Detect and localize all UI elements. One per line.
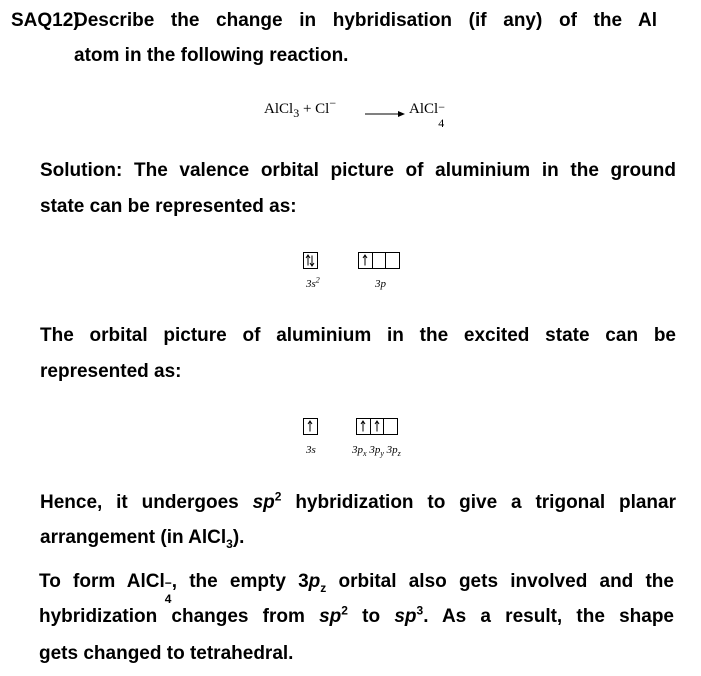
product-alcl4: AlCl bbox=[409, 101, 439, 117]
question-line-2: atom in the following reaction. bbox=[74, 45, 349, 66]
excited-3p-orbitals bbox=[356, 418, 398, 435]
ground-3s-label: $3s^2$ bbox=[306, 275, 320, 290]
electron-up-arrow-icon bbox=[363, 255, 367, 266]
ground-3p-orbitals bbox=[358, 252, 400, 269]
solution-line-2: state can be represented as: bbox=[40, 196, 297, 217]
excited-3p-labels: $3p_x$ $3p_y$ $3p_z$ bbox=[352, 444, 401, 459]
excited-3s-orbital bbox=[303, 418, 318, 435]
tetra-line-1: To form AlCl − 4 , the empty $3p_z$ orbital also gets involved and the bbox=[39, 571, 674, 606]
reaction-arrow-icon bbox=[365, 110, 405, 118]
question-line-1: Describe the change in hybridisation (if any) of the Al bbox=[74, 10, 657, 31]
solution-line-1: Solution: The valence orbital picture of aluminium in the ground bbox=[40, 160, 676, 181]
excited-3s-label: 3s bbox=[306, 444, 316, 456]
electron-down-arrow-icon bbox=[310, 256, 314, 267]
reactant-alcl3-subscript: 3 bbox=[293, 106, 300, 120]
hence-line-1: Hence, it undergoes $sp^2$ hybridization to give a trigonal planar bbox=[40, 489, 676, 513]
plus-chloride: + Cl bbox=[302, 101, 330, 117]
tetra-line-3: gets changed to tetrahedral. bbox=[39, 643, 294, 664]
question-number: SAQ12) bbox=[11, 10, 80, 31]
reactant-alcl3: AlCl bbox=[264, 101, 294, 117]
orbital-box bbox=[303, 252, 318, 269]
electron-up-arrow-icon bbox=[306, 255, 310, 266]
electron-up-arrow-icon bbox=[361, 421, 365, 432]
orbital-box bbox=[303, 418, 318, 435]
orbital-box bbox=[385, 252, 400, 269]
electron-up-arrow-icon bbox=[375, 421, 379, 432]
ground-3p-label: 3p bbox=[375, 278, 386, 290]
tetra-line-2: hybridization changes from $sp^2$ to $sp^3$. As a result, the shape bbox=[39, 603, 674, 627]
excited-line-1: The orbital picture of aluminium in the excited state can be bbox=[40, 325, 676, 346]
hence-line-2: arrangement (in AlCl$_3$). bbox=[40, 527, 245, 551]
chloride-charge: − bbox=[329, 96, 337, 110]
electron-up-arrow-icon bbox=[308, 421, 312, 432]
excited-line-2: represented as: bbox=[40, 361, 182, 382]
ground-3s-orbital bbox=[303, 252, 318, 269]
orbital-box bbox=[383, 418, 398, 435]
